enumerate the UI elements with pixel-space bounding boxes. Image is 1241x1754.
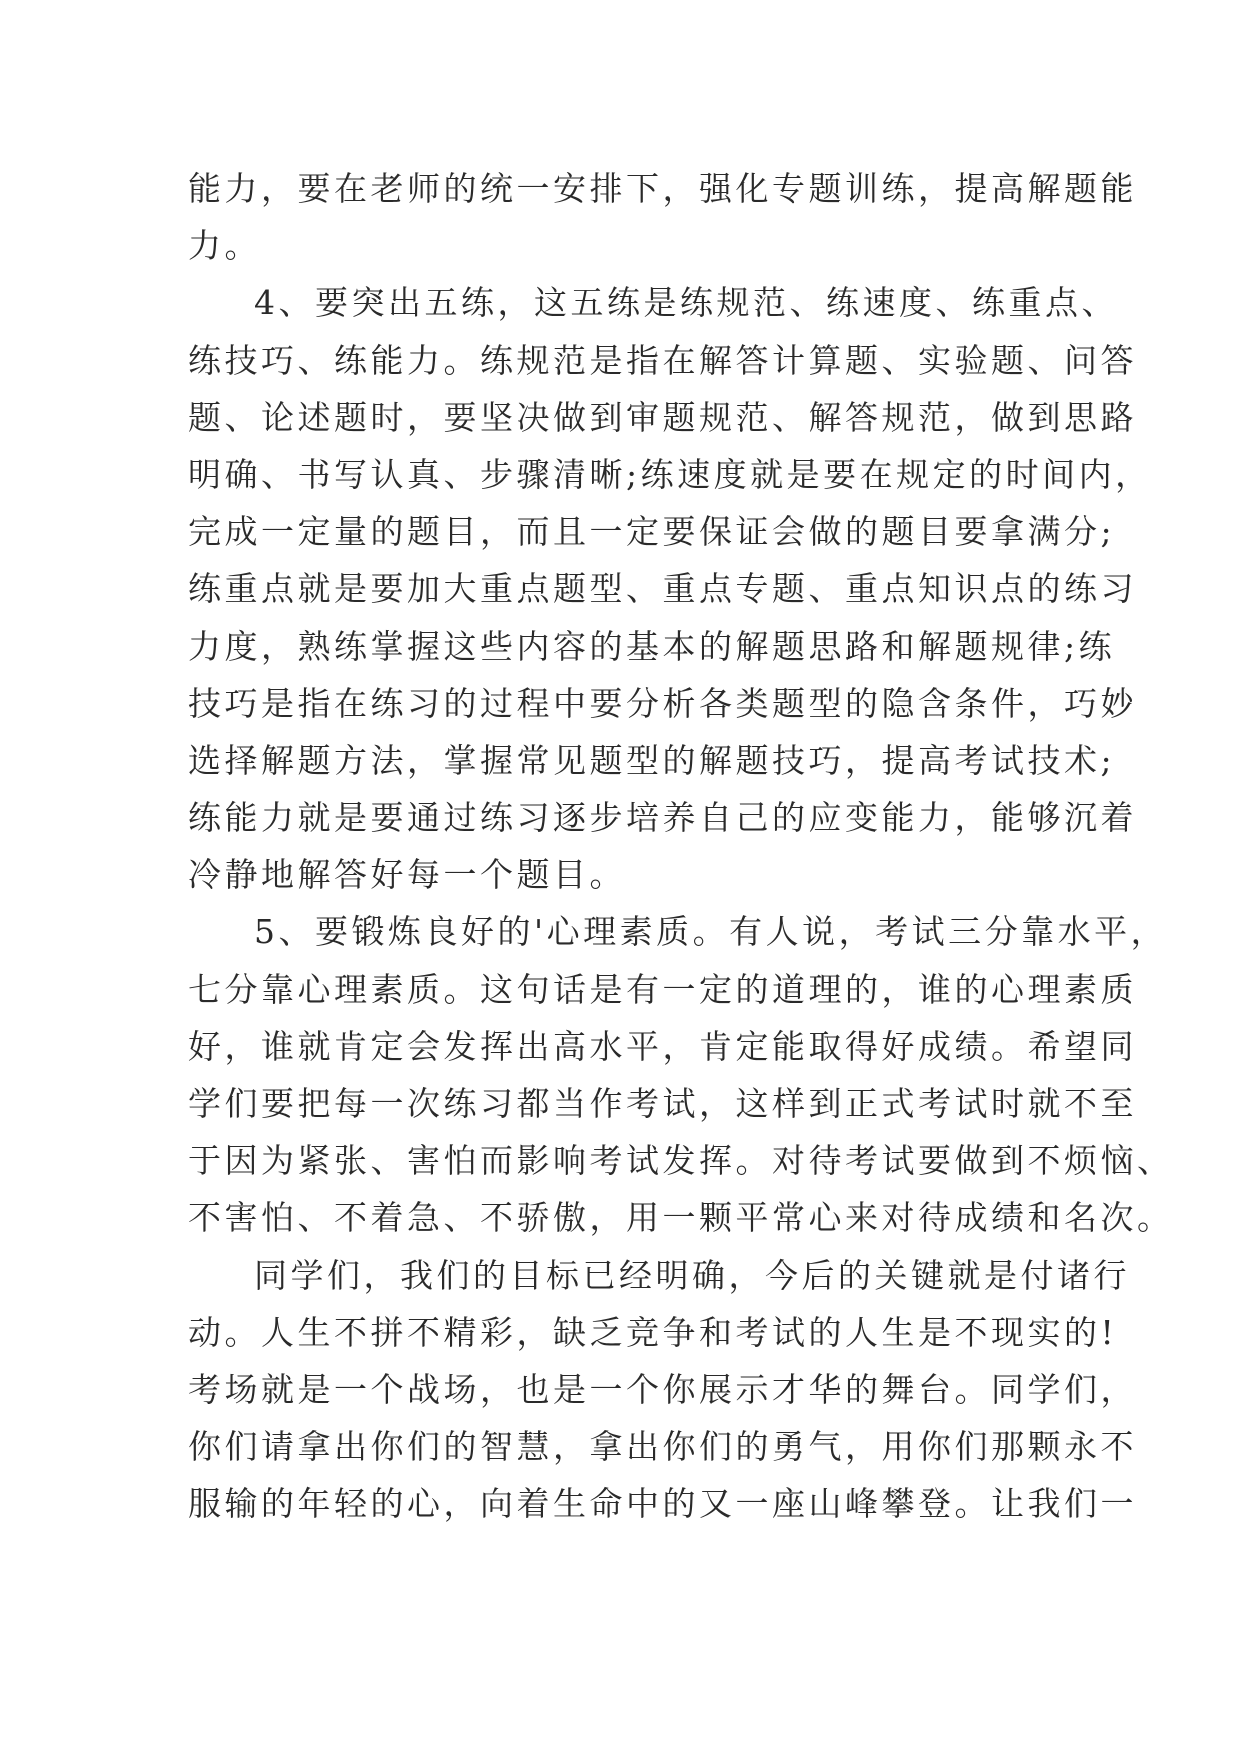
text-line: 练能力就是要通过练习逐步培养自己的应变能力，能够沉着: [188, 798, 1137, 838]
text-line: 完成一定量的题目，而且一定要保证会做的题目要拿满分;: [188, 512, 1116, 552]
text-line: 力度，熟练掌握这些内容的基本的解题思路和解题规律;练: [188, 626, 1116, 666]
paragraph-start-line: 5、要锻炼良好的'心理素质。有人说，考试三分靠水平，: [254, 912, 1168, 952]
text-line: 服输的年轻的心，向着生命中的又一座山峰攀登。让我们一: [188, 1484, 1137, 1524]
paragraph-start-line: 同学们，我们的目标已经明确，今后的关键就是付诸行: [254, 1255, 1130, 1295]
text-line: 好，谁就肯定会发挥出高水平，肯定能取得好成绩。希望同: [188, 1026, 1137, 1066]
text-line: 练重点就是要加大重点题型、重点专题、重点知识点的练习: [188, 569, 1137, 609]
text-line: 题、论述题时，要坚决做到审题规范、解答规范，做到思路: [188, 397, 1137, 437]
text-line: 你们请拿出你们的智慧，拿出你们的勇气，用你们那颗永不: [188, 1427, 1137, 1467]
paragraph-start-line: 4、要突出五练，这五练是练规范、练速度、练重点、: [254, 283, 1118, 323]
text-line: 动。人生不拼不精彩，缺乏竞争和考试的人生是不现实的!: [188, 1312, 1118, 1352]
text-line: 明确、书写认真、步骤清晰;练速度就是要在规定的时间内，: [188, 454, 1152, 494]
text-line: 不害怕、不着急、不骄傲，用一颗平常心来对待成绩和名次。: [188, 1198, 1174, 1238]
text-line: 选择解题方法，掌握常见题型的解题技巧，提高考试技术;: [188, 740, 1116, 780]
text-line: 冷静地解答好每一个题目。: [188, 855, 626, 895]
text-line: 能力，要在老师的统一安排下，强化专题训练，提高解题能: [188, 169, 1137, 208]
text-line: 于因为紧张、害怕而影响考试发挥。对待考试要做到不烦恼、: [188, 1141, 1174, 1181]
text-line: 练技巧、练能力。练规范是指在解答计算题、实验题、问答: [188, 340, 1137, 380]
text-line: 七分靠心理素质。这句话是有一定的道理的，谁的心理素质: [188, 969, 1137, 1009]
document-body: [188, 160, 1174, 1533]
text-line: 技巧是指在练习的过程中要分析各类题型的隐含条件，巧妙: [188, 683, 1137, 723]
text-line: 学们要把每一次练习都当作考试，这样到正式考试时就不至: [188, 1084, 1137, 1123]
text-line: 力。: [188, 226, 261, 266]
text-line: 考场就是一个战场，也是一个你展示才华的舞台。同学们，: [188, 1369, 1137, 1409]
